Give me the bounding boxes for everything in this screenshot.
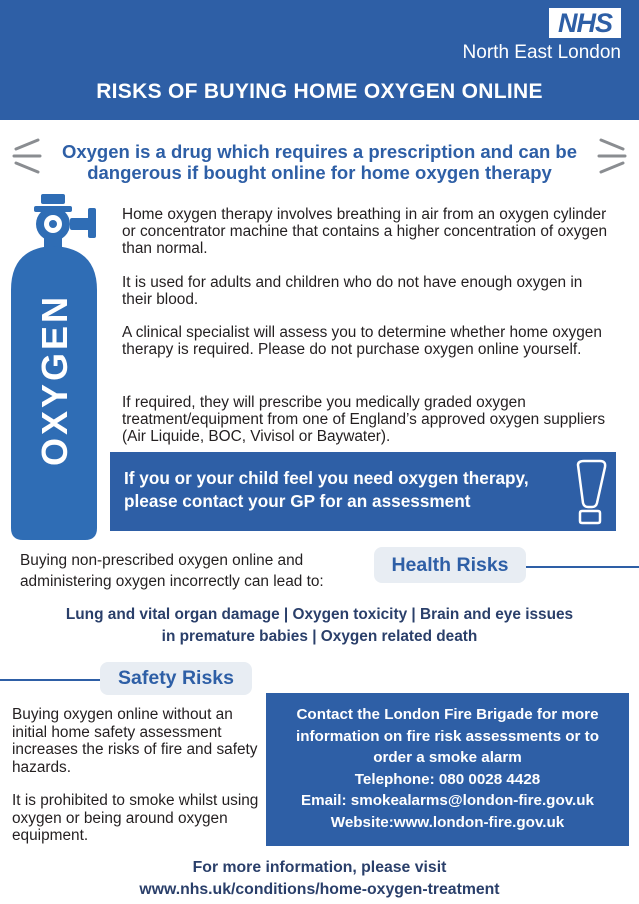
safety-risks-heading: Safety Risks — [100, 662, 252, 695]
accent-lines-icon — [595, 136, 629, 176]
risk-list-line: Lung and vital organ damage | Oxygen toxicity | Brain and eye issues — [65, 606, 574, 623]
fire-brigade-contact-box — [266, 693, 629, 846]
intro-paragraph: If required, they will prescribe you medically graded oxygen treatment/equipment from one of England’s approved oxygen suppliers (Air Liquide, BOC, Vivisol or Baywater). — [122, 394, 606, 445]
gp-callout-box — [110, 452, 616, 531]
cylinder-label: OXYGEN — [34, 293, 75, 467]
gp-callout-line: please contact your GP for an assessment — [124, 491, 471, 511]
footer-url: www.nhs.uk/conditions/home-oxygen-treatment — [139, 881, 500, 898]
divider — [0, 679, 100, 681]
contact-website: Website:www.london-fire.gov.uk — [330, 813, 565, 831]
footer — [0, 857, 639, 901]
exclamation-icon — [570, 459, 610, 525]
intro-paragraph: Home oxygen therapy involves breathing in air from an oxygen cylinder or concentrator machine that contains a higher concentration of oxygen than normal. — [122, 206, 608, 257]
safety-paragraph: It is prohibited to smoke whilst using oxygen or being around oxygen equipment. — [12, 792, 259, 844]
footer-line: For more information, please visit — [192, 859, 447, 876]
header-banner — [0, 0, 639, 120]
accent-lines-icon — [10, 136, 44, 176]
health-risks-intro — [20, 550, 370, 592]
intro-paragraph: It is used for adults and children who do not have enough oxygen in their blood. — [122, 274, 583, 308]
intro-paragraph: A clinical specialist will assess you to determine whether home oxygen therapy is required. Please do not purchase oxygen online yourself. — [122, 324, 602, 358]
subtitle-line: dangerous if bought online for home oxygen therapy — [87, 162, 552, 183]
org-name: North East London — [462, 42, 621, 63]
contact-line: order a smoke alarm — [373, 749, 522, 766]
contact-line: information on fire risk assessments or to — [296, 727, 599, 745]
health-risks-heading: Health Risks — [374, 547, 526, 583]
risk-list-line: in premature babies | Oxygen related death — [161, 628, 478, 645]
contact-email: Email: smokealarms@london-fire.gov.uk — [300, 792, 595, 809]
safety-paragraph: Buying oxygen online without an initial home safety assessment increases the risks of fire and safety hazards. — [12, 706, 258, 776]
contact-telephone: Telephone: 080 0028 4428 — [354, 770, 541, 788]
health-intro-line: Buying non-prescribed oxygen online and — [20, 552, 304, 569]
divider — [526, 566, 639, 568]
nhs-logo: NHS — [549, 8, 621, 38]
subtitle — [40, 141, 599, 183]
subtitle-line: Oxygen is a drug which requires a prescription and can be — [61, 141, 578, 162]
contact-line: Contact the London Fire Brigade for more — [296, 706, 599, 723]
page-title: RISKS OF BUYING HOME OXYGEN ONLINE — [96, 80, 543, 103]
health-intro-line: administering oxygen incorrectly can lead to: — [20, 573, 324, 590]
cylinder-label-wrap — [11, 222, 99, 538]
gp-callout-line: If you or your child feel you need oxygen therapy, — [124, 468, 529, 488]
gp-callout-text — [124, 467, 574, 513]
health-risks-list — [10, 604, 629, 648]
